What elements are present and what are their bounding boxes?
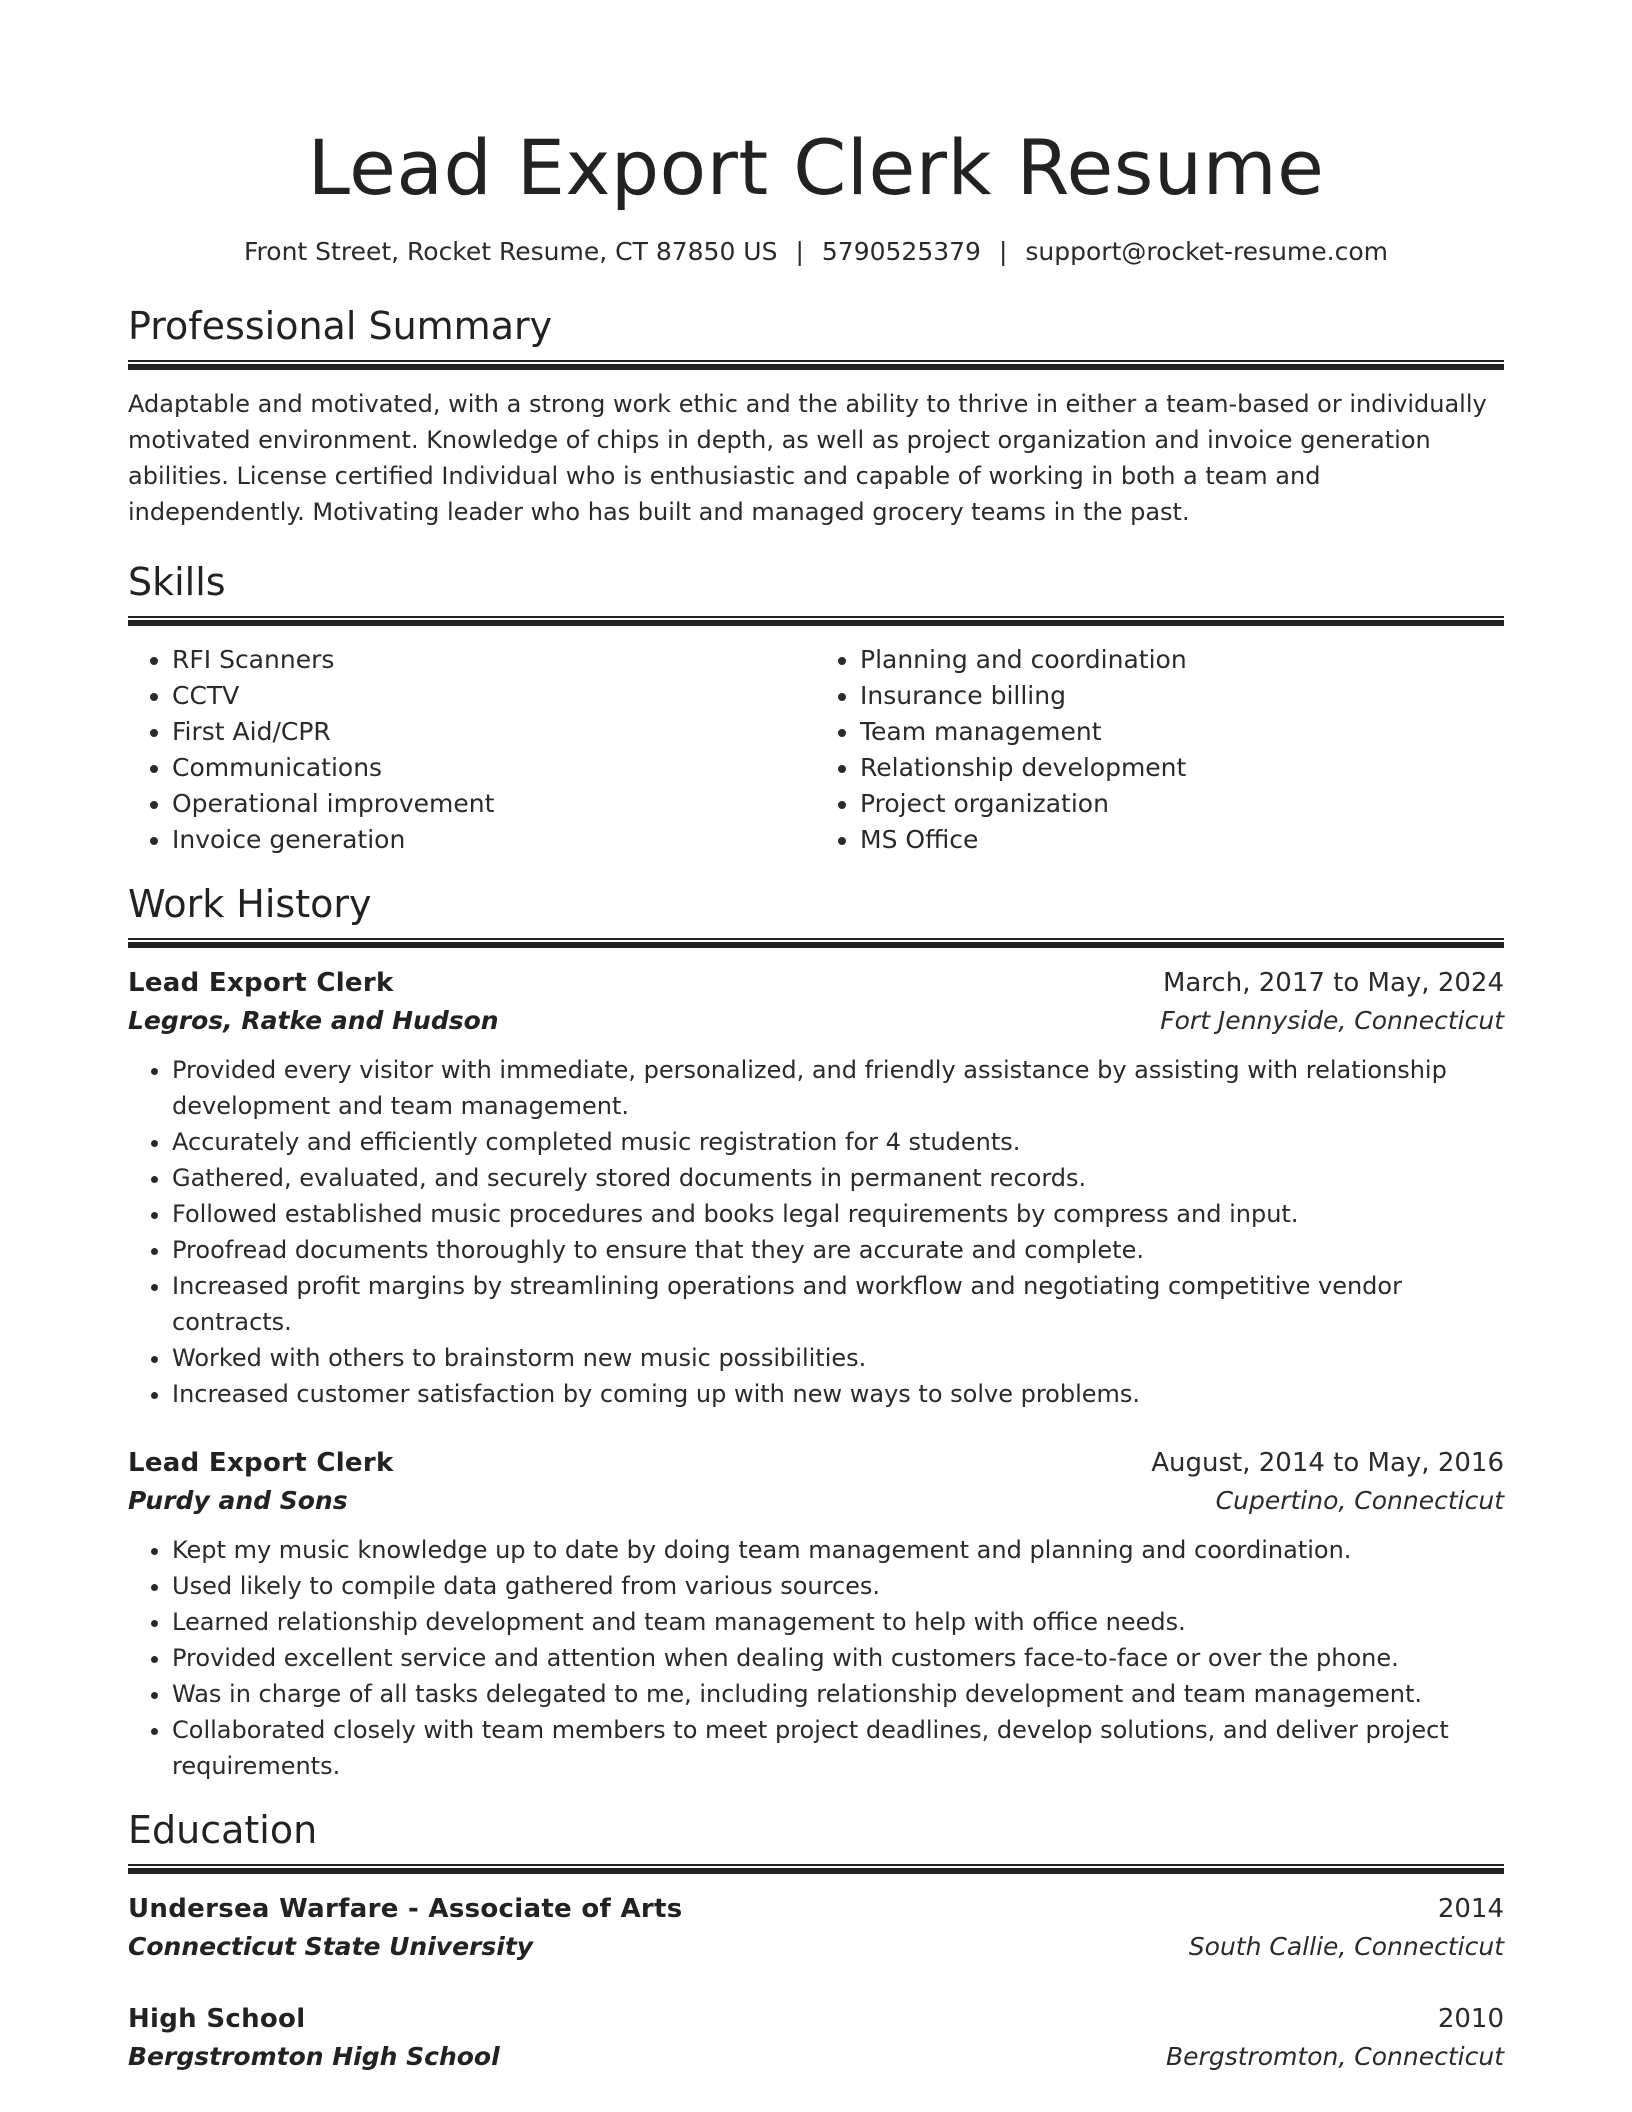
education-heading: Education [128, 1808, 318, 1852]
job-location: Fort Jennyside, Connecticut [1160, 1006, 1504, 1035]
job-bullet: • Used likely to compile data gathered from various sources. [172, 1568, 1504, 1604]
education-location: Bergstromton, Connecticut [1166, 2042, 1504, 2071]
job-bullet: • Provided every visitor with immediate, personalized, and friendly assistance by assisting with relationship development and team management. [172, 1052, 1504, 1124]
job-bullet: • Was in charge of all tasks delegated to me, including relationship development and team management. [172, 1676, 1504, 1712]
education-section [128, 1806, 1504, 2076]
resume-title: Lead Export Clerk Resume [307, 123, 1325, 212]
skill-item: • Team management [860, 714, 1504, 750]
job-bullet: • Kept my music knowledge up to date by doing team management and planning and coordination. [172, 1532, 1504, 1568]
job-entry [128, 964, 1504, 1412]
skill-item: • Insurance billing [860, 678, 1504, 714]
skill-item: • Relationship development [860, 750, 1504, 786]
contact-address: Front Street, Rocket Resume, CT 87850 US [243, 237, 778, 266]
education-header [128, 1890, 1504, 1928]
education-subheader [128, 2038, 1504, 2076]
skill-item: • RFI Scanners [172, 642, 816, 678]
job-title: Lead Export Clerk [128, 1448, 394, 1478]
summary-heading: Professional Summary [128, 304, 553, 348]
skill-item: • CCTV [172, 678, 816, 714]
education-location: South Callie, Connecticut [1188, 1932, 1504, 1961]
work-heading: Work History [128, 882, 372, 926]
job-title: Lead Export Clerk [128, 968, 394, 998]
job-subheader [128, 1482, 1504, 1520]
skills-section [128, 558, 1504, 858]
job-header [128, 964, 1504, 1002]
skill-item: • First Aid/CPR [172, 714, 816, 750]
job-bullet: • Accurately and efficiently completed music registration for 4 students. [172, 1124, 1504, 1160]
contact-email: support@rocket-resume.com [1025, 237, 1389, 266]
job-bullet: • Worked with others to brainstorm new music possibilities. [172, 1340, 1504, 1376]
education-school: Bergstromton High School [128, 2042, 500, 2071]
job-bullets [128, 1052, 1504, 1412]
job-bullet: • Increased profit margins by streamlining operations and workflow and negotiating competitive vendor contracts. [172, 1268, 1504, 1340]
education-year: 2014 [1437, 1894, 1504, 1924]
education-degree: High School [128, 2004, 306, 2034]
job-header [128, 1444, 1504, 1482]
education-degree: Undersea Warfare - Associate of Arts [128, 1894, 683, 1924]
job-bullet: • Followed established music procedures and books legal requirements by compress and input. [172, 1196, 1504, 1232]
section-divider [128, 360, 1504, 370]
skills-heading: Skills [128, 560, 226, 604]
job-bullet: • Increased customer satisfaction by coming up with new ways to solve problems. [172, 1376, 1504, 1412]
skills-columns [128, 642, 1504, 858]
job-company: Purdy and Sons [128, 1486, 348, 1515]
skill-item: • Planning and coordination [860, 642, 1504, 678]
work-section [128, 880, 1504, 1784]
skill-item: • MS Office [860, 822, 1504, 858]
section-divider [128, 938, 1504, 948]
section-divider [128, 616, 1504, 626]
job-bullet: • Proofread documents thoroughly to ensure that they are accurate and complete. [172, 1232, 1504, 1268]
education-school: Connecticut State University [128, 1932, 534, 1961]
job-subheader [128, 1002, 1504, 1040]
skills-list-left [128, 642, 816, 858]
job-bullet: • Learned relationship development and team management to help with office needs. [172, 1604, 1504, 1640]
contact-separator: | [998, 237, 1008, 266]
contact-line [128, 236, 1504, 268]
education-year: 2010 [1437, 2004, 1504, 2034]
skill-item: • Project organization [860, 786, 1504, 822]
job-company: Legros, Ratke and Hudson [128, 1006, 499, 1035]
education-entry [128, 1890, 1504, 1966]
section-divider [128, 1864, 1504, 1874]
education-header [128, 2000, 1504, 2038]
job-location: Cupertino, Connecticut [1215, 1486, 1504, 1515]
contact-separator: | [795, 237, 804, 266]
job-bullet: • Provided excellent service and attention when dealing with customers face-to-face or over the phone. [172, 1640, 1504, 1676]
education-entry [128, 2000, 1504, 2076]
contact-phone: 5790525379 [821, 237, 981, 266]
job-bullet: • Collaborated closely with team members to meet project deadlines, develop solutions, and deliver project requirements. [172, 1712, 1504, 1784]
job-dates: March, 2017 to May, 2024 [1162, 968, 1504, 998]
education-subheader [128, 1928, 1504, 1966]
job-bullet: • Gathered, evaluated, and securely stored documents in permanent records. [172, 1160, 1504, 1196]
skill-item: • Communications [172, 750, 816, 786]
job-dates: August, 2014 to May, 2016 [1151, 1448, 1504, 1478]
job-bullets [128, 1532, 1504, 1784]
skills-list-right [816, 642, 1504, 858]
job-entry [128, 1444, 1504, 1784]
skill-item: • Operational improvement [172, 786, 816, 822]
summary-section [128, 302, 1504, 530]
summary-text: Adaptable and motivated, with a strong work ethic and the ability to thrive in either a team-based or individually motivated environment. Knowledge of chips in depth, as well as project organization and invoice generation abilities. License certified Individual who is enthusiastic and capable of working in both a team and independently. Motivating leader who has built and managed grocery teams in the past. [128, 390, 1487, 526]
skill-item: • Invoice generation [172, 822, 816, 858]
